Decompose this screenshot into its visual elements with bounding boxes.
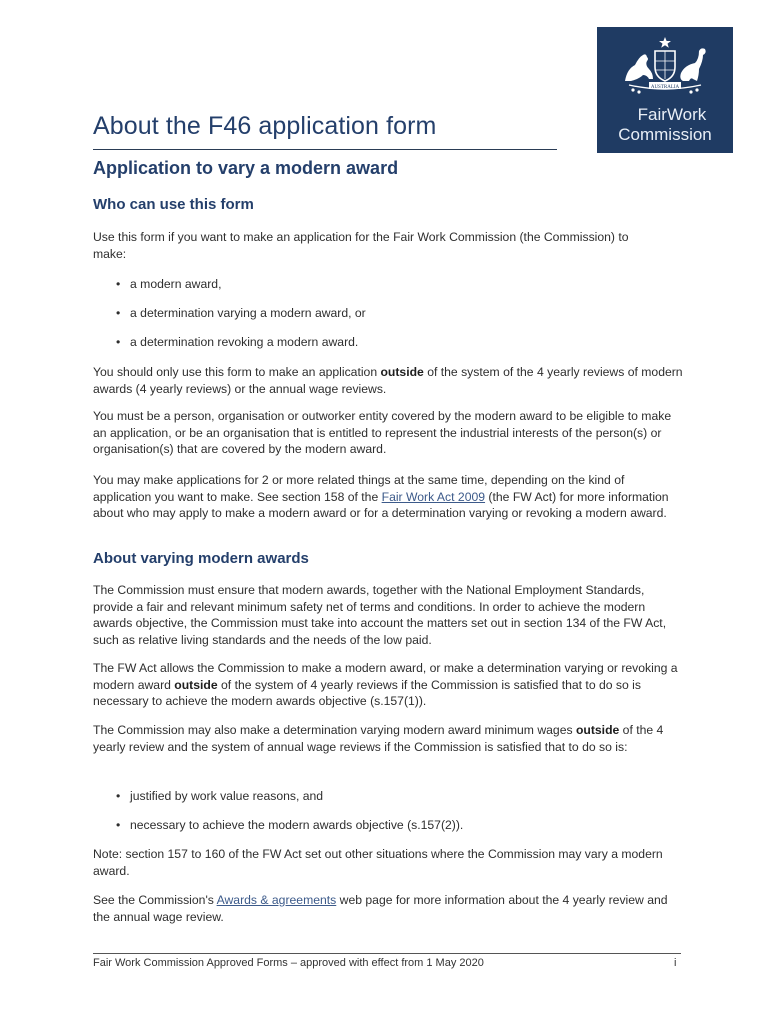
see-also-paragraph	[93, 892, 683, 925]
page-title: About the F46 application form	[93, 112, 437, 140]
who-intro-line1: Use this form if you want to make an application for the Fair Work Commission (the Commission) to	[93, 230, 629, 244]
who-paragraph-related	[93, 472, 683, 522]
list-item: • necessary to achieve the modern awards objective (s.157(2)).	[116, 817, 463, 833]
text-run: You should only use this form to make an application	[93, 365, 381, 379]
emphasis-text: outside	[174, 677, 218, 692]
text-run: of the system of the 4 yearly reviews of modern awards (4 yearly reviews) or the annual wage reviews.	[93, 365, 683, 396]
svg-text:AUSTRALIA: AUSTRALIA	[650, 84, 680, 90]
list-item: • justified by work value reasons, and	[116, 788, 323, 804]
section-heading-varying: About varying modern awards	[93, 550, 309, 567]
fair-work-commission-logo	[597, 27, 733, 153]
logo-wordmark-line2: Commission	[618, 125, 712, 144]
list-item: • a modern award,	[116, 276, 221, 292]
emphasis-text: outside	[380, 365, 424, 379]
page-subtitle: Application to vary a modern award	[93, 158, 399, 178]
who-intro	[93, 229, 683, 262]
text-run: of the system of 4 yearly reviews if the Commission is satisfied that to do so is necessary to achieve the modern awards objective (s.157(1)).	[93, 677, 641, 709]
coat-of-arms-icon	[619, 35, 711, 97]
title-divider	[93, 149, 557, 150]
varying-paragraph-minimum-wages	[93, 722, 683, 755]
list-item: • a determination varying a modern award, or	[116, 305, 366, 321]
text-run: The Commission may also make a determination varying modern award minimum wages	[93, 723, 576, 737]
text-run: See the Commission's	[93, 893, 217, 907]
varying-paragraph-safety-net: The Commission must ensure that modern awards, together with the National Employment Standards, provide a fair and relevant minimum safety net of terms and conditions. In order to achieve the modern awards objective, the Commission must take into account the matters set out in section 134 of the FW Act, such as relative living standards and the needs of the low paid.	[93, 583, 667, 647]
footer-divider	[93, 953, 681, 954]
text-run: web page for more information about the 4 yearly review and the annual wage review.	[93, 893, 668, 924]
note-paragraph: Note: section 157 to 160 of the FW Act set out other situations where the Commission may vary a modern award.	[93, 847, 663, 878]
footer-approval-text: Fair Work Commission Approved Forms – approved with effect from 1 May 2020	[93, 957, 484, 969]
who-intro-line2: make:	[93, 246, 127, 261]
text-run: of the 4 yearly review and the system of annual wage reviews if the Commission is satisfied that to do so is:	[93, 723, 664, 754]
awards-agreements-link[interactable]: Awards & agreements	[216, 893, 337, 907]
text-run: You may make applications for 2 or more related things at the same time, depending on the kind of application you want to make. See section 158 of the	[93, 473, 625, 504]
logo-wordmark-line1: FairWork	[637, 105, 707, 124]
who-paragraph-eligibility: You must be a person, organisation or outworker entity covered by the modern award to be eligible to make an application, or be an organisation that is entitled to represent the industrial interests of the person(s) or organisation(s) that are covered by the modern award.	[93, 409, 672, 457]
emphasis-text: outside	[575, 723, 620, 737]
page-number: i	[674, 957, 677, 969]
who-paragraph-outside	[93, 364, 683, 397]
text-run: The FW Act allows the Commission to make a modern award, or make a determination varying or revoking a modern award	[93, 661, 678, 692]
list-item: • a determination revoking a modern award.	[116, 334, 358, 350]
text-run: (the FW Act) for more information about who may apply to make a modern award or for a determination varying or revoking a modern award.	[93, 489, 669, 521]
varying-paragraph-fw-act	[93, 660, 683, 710]
fair-work-act-link[interactable]: Fair Work Act 2009	[381, 489, 486, 504]
section-heading-who: Who can use this form	[93, 196, 254, 213]
